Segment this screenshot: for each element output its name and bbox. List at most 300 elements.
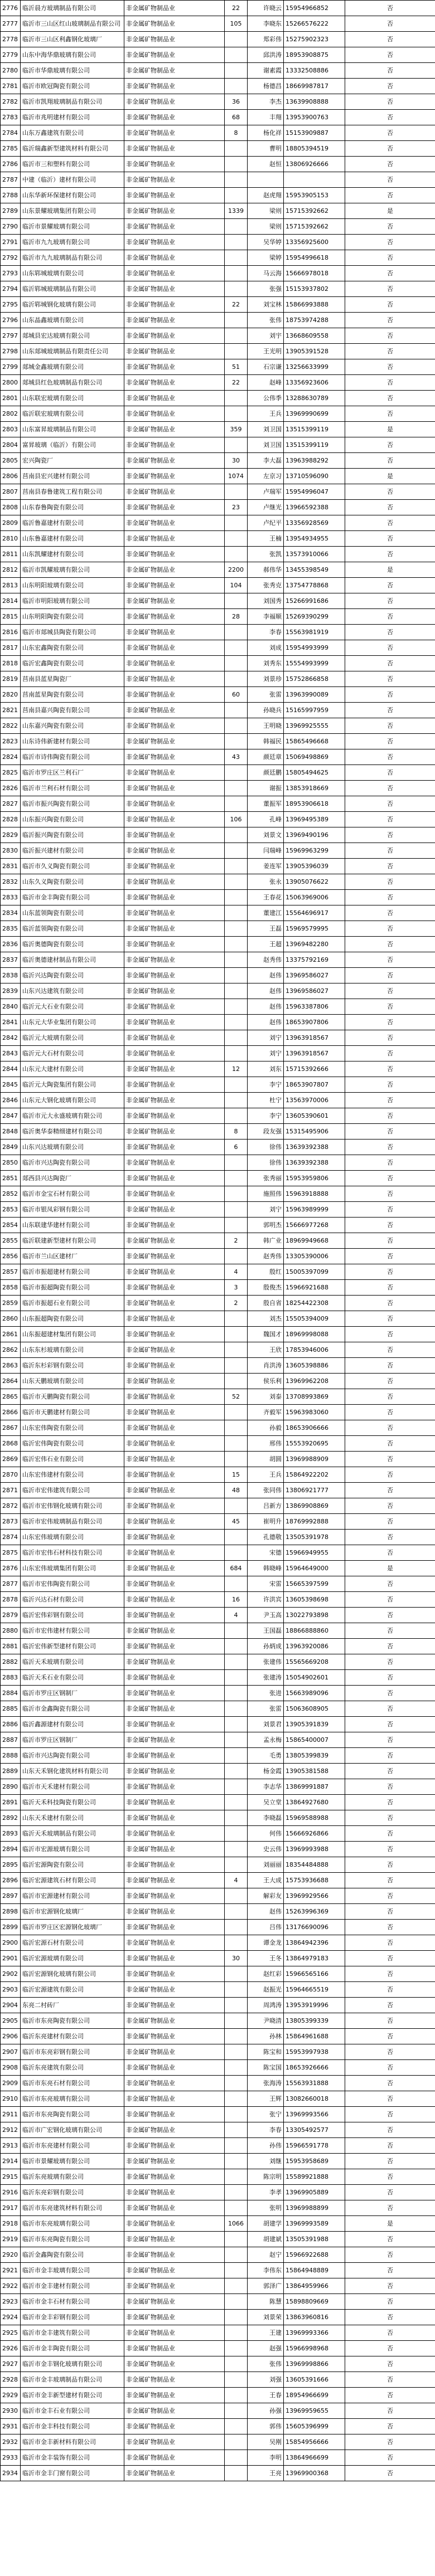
company-name: 临沂东亮彩钢有限公司 (21, 2185, 124, 2200)
contact-person: 张伟 (248, 2356, 284, 2372)
table-row (1, 391, 435, 406)
company-name: 临沂市九九玻璃制品有限公司 (21, 250, 124, 266)
contact-phone: 15854956666 (284, 2434, 345, 2450)
industry: 非金属矿物制品业 (124, 1842, 225, 1857)
table-row (1, 1670, 435, 1686)
table-row (1, 1920, 435, 1935)
company-name: 山东振兴陶瓷有限公司 (21, 812, 124, 827)
industry: 非金属矿物制品业 (124, 1545, 225, 1561)
contact-person: 马云海 (248, 266, 284, 281)
contact-phone: 13605390601 (284, 1108, 345, 1124)
table-row (1, 219, 435, 235)
row-number: 2831 (1, 859, 21, 874)
row-number: 2841 (1, 1015, 21, 1030)
row-number: 2913 (1, 2138, 21, 2154)
flag-value: 否 (345, 1951, 435, 1966)
flag-value: 否 (345, 141, 435, 157)
flag-value: 否 (345, 2278, 435, 2294)
row-number: 2844 (1, 1061, 21, 1077)
industry: 非金属矿物制品业 (124, 1140, 225, 1155)
row-number: 2846 (1, 1093, 21, 1108)
row-number: 2811 (1, 547, 21, 562)
count-value (225, 1935, 248, 1951)
table-row (1, 562, 435, 578)
table-row (1, 1, 435, 16)
industry: 非金属矿物制品业 (124, 827, 225, 843)
contact-person: 孙林 (248, 2029, 284, 2044)
flag-value: 否 (345, 1545, 435, 1561)
company-name: 临沂市宏伟建筑有限公司 (21, 1483, 124, 1498)
contact-person: 王磊 (248, 921, 284, 937)
flag-value: 否 (345, 1280, 435, 1296)
row-number: 2826 (1, 781, 21, 796)
company-name: 临沂市罗庄区宏源钢化玻璃厂 (21, 1920, 124, 1935)
flag-value: 否 (345, 2122, 435, 2138)
flag-value: 否 (345, 921, 435, 937)
flag-value: 否 (345, 32, 435, 47)
industry: 非金属矿物制品业 (124, 515, 225, 531)
industry: 非金属矿物制品业 (124, 2013, 225, 2029)
row-number: 2895 (1, 1857, 21, 1873)
industry: 非金属矿物制品业 (124, 1920, 225, 1935)
flag-value: 否 (345, 2450, 435, 2466)
company-name: 临沂市欧冠陶瓷有限公司 (21, 79, 124, 94)
industry: 非金属矿物制品业 (124, 1530, 225, 1545)
industry: 非金属矿物制品业 (124, 593, 225, 609)
contact-person: 李福顺 (248, 609, 284, 625)
count-value: 2 (225, 1296, 248, 1311)
contact-phone: 13969929566 (284, 1888, 345, 1904)
row-number: 2855 (1, 1233, 21, 1249)
industry: 非金属矿物制品业 (124, 94, 225, 110)
table-row (1, 203, 435, 219)
row-number: 2861 (1, 1327, 21, 1342)
industry: 非金属矿物制品业 (124, 406, 225, 422)
contact-person: 韩福民 (248, 734, 284, 749)
flag-value: 否 (345, 765, 435, 781)
flag-value: 否 (345, 313, 435, 328)
contact-phone: 18254422308 (284, 1296, 345, 1311)
row-number: 2856 (1, 1249, 21, 1264)
count-value (225, 1748, 248, 1764)
company-name: 临沂市银凤彩钢有限公司 (21, 1202, 124, 1218)
count-value (225, 47, 248, 63)
table-row (1, 1654, 435, 1670)
company-name: 临沂市金丰新材料有限公司 (21, 2434, 124, 2450)
table-row (1, 266, 435, 281)
industry: 非金属矿物制品业 (124, 250, 225, 266)
industry: 非金属矿物制品业 (124, 500, 225, 515)
contact-person: 石宗谦 (248, 359, 284, 375)
contact-person: 毛勇 (248, 1748, 284, 1764)
count-value (225, 188, 248, 203)
contact-phone: 18653926666 (284, 2060, 345, 2076)
count-value (225, 593, 248, 609)
industry: 非金属矿物制品业 (124, 125, 225, 141)
company-name: 山东振超建材集团有限公司 (21, 1327, 124, 1342)
row-number: 2897 (1, 1888, 21, 1904)
company-name: 山东晶鑫玻璃有限公司 (21, 313, 124, 328)
contact-person: 孟永梅 (248, 1732, 284, 1748)
industry: 非金属矿物制品业 (124, 1452, 225, 1467)
table-row (1, 1280, 435, 1296)
table-row (1, 1717, 435, 1732)
company-name: 山东兴达玻璃有限公司 (21, 1140, 124, 1155)
count-value (225, 1155, 248, 1171)
table-row (1, 905, 435, 921)
count-value (225, 1842, 248, 1857)
table-row (1, 1015, 435, 1030)
count-value (225, 671, 248, 687)
table-row (1, 515, 435, 531)
contact-person: 刘泰 (248, 1389, 284, 1405)
company-name: 莒南县蓝星陶瓷厂 (21, 671, 124, 687)
company-name: 临沂市金丰建材有限公司 (21, 2278, 124, 2294)
row-number: 2900 (1, 1935, 21, 1951)
industry: 非金属矿物制品业 (124, 656, 225, 671)
flag-value: 否 (345, 1826, 435, 1842)
contact-phone: 15069498869 (284, 749, 345, 765)
contact-person: 董振军 (248, 796, 284, 812)
table-row (1, 593, 435, 609)
industry: 非金属矿物制品业 (124, 359, 225, 375)
company-name: 临沂市华鼎玻璃有限公司 (21, 63, 124, 79)
count-value (225, 2403, 248, 2419)
row-number: 2931 (1, 2419, 21, 2434)
flag-value: 否 (345, 16, 435, 32)
table-row (1, 79, 435, 94)
contact-person: 王楠 (248, 531, 284, 547)
contact-phone: 13969586027 (284, 983, 345, 999)
flag-value: 是 (345, 422, 435, 437)
table-row (1, 1233, 435, 1249)
contact-phone: 13864959966 (284, 2278, 345, 2294)
table-row (1, 2403, 435, 2419)
count-value (225, 2185, 248, 2200)
table-row (1, 1171, 435, 1186)
flag-value: 否 (345, 2419, 435, 2434)
industry: 非金属矿物制品业 (124, 1514, 225, 1530)
contact-phone: 15805494625 (284, 765, 345, 781)
industry: 非金属矿物制品业 (124, 1280, 225, 1296)
company-name: 山东宏伟玻璃集团有限公司 (21, 1561, 124, 1576)
contact-person: 公伟季 (248, 391, 284, 406)
count-value (225, 983, 248, 999)
flag-value: 否 (345, 94, 435, 110)
count-value (225, 1701, 248, 1717)
table-row (1, 47, 435, 63)
flag-value: 否 (345, 63, 435, 79)
flag-value: 否 (345, 625, 435, 640)
contact-person: 李晓东 (248, 16, 284, 32)
flag-value: 否 (345, 1998, 435, 2013)
company-name: 山东元大钢化玻璃有限公司 (21, 1093, 124, 1108)
contact-person: 刘杰 (248, 1311, 284, 1327)
industry: 非金属矿物制品业 (124, 2388, 225, 2403)
contact-person: 梁则 (248, 203, 284, 219)
count-value (225, 1108, 248, 1124)
industry: 非金属矿物制品业 (124, 1093, 225, 1108)
count-value (225, 999, 248, 1015)
flag-value: 否 (345, 1888, 435, 1904)
table-row (1, 1296, 435, 1311)
flag-value: 否 (345, 827, 435, 843)
company-name: 临沂宏源陶瓷有限公司 (21, 1857, 124, 1873)
count-value (225, 2294, 248, 2310)
flag-value: 否 (345, 937, 435, 952)
contact-person: 段友强 (248, 1124, 284, 1140)
company-name: 临沂市金丰新型建材有限公司 (21, 2388, 124, 2403)
row-number: 2810 (1, 531, 21, 547)
flag-value: 否 (345, 1108, 435, 1124)
contact-person: 赵峰 (248, 375, 284, 391)
contact-phone: 13969495389 (284, 812, 345, 827)
contact-person: 李宁 (248, 1077, 284, 1093)
industry: 非金属矿物制品业 (124, 1374, 225, 1389)
flag-value: 否 (345, 1810, 435, 1826)
industry: 非金属矿物制品业 (124, 1795, 225, 1810)
contact-person: 刘宇 (248, 328, 284, 344)
contact-phone: 15964665519 (284, 1982, 345, 1998)
contact-person: 史云伟 (248, 1842, 284, 1857)
row-number: 2867 (1, 1420, 21, 1436)
contact-person: 赵宁 (248, 2247, 284, 2263)
industry: 非金属矿物制品业 (124, 1296, 225, 1311)
company-name: 临沂市罗庄区兰利石厂 (21, 765, 124, 781)
contact-phone: 13605391666 (284, 2372, 345, 2388)
count-value (225, 2013, 248, 2029)
table-row (1, 110, 435, 125)
flag-value: 是 (345, 562, 435, 578)
industry: 非金属矿物制品业 (124, 1717, 225, 1732)
flag-value: 否 (345, 1530, 435, 1545)
row-number: 2843 (1, 1046, 21, 1061)
table-row (1, 1764, 435, 1779)
row-number: 2789 (1, 203, 21, 219)
table-row (1, 1857, 435, 1873)
flag-value: 否 (345, 531, 435, 547)
row-number: 2808 (1, 500, 21, 515)
contact-phone: 13639908888 (284, 94, 345, 110)
flag-value: 否 (345, 1966, 435, 1982)
count-value: 106 (225, 812, 248, 827)
row-number: 2863 (1, 1358, 21, 1374)
row-number: 2820 (1, 687, 21, 703)
contact-phone: 15266991686 (284, 593, 345, 609)
industry: 非金属矿物制品业 (124, 1810, 225, 1826)
company-name: 临沂市郯城县陶瓷有限公司 (21, 625, 124, 640)
count-value (225, 484, 248, 500)
count-value (225, 1327, 248, 1342)
table-row (1, 328, 435, 344)
count-value (225, 1732, 248, 1748)
contact-phone: 18769992888 (284, 1514, 345, 1530)
contact-person: 梁婷 (248, 250, 284, 266)
contact-person: 赵伟 (248, 1904, 284, 1920)
company-name: 临沂郓城玻璃制品有限公司 (21, 281, 124, 297)
flag-value: 否 (345, 172, 435, 188)
industry: 非金属矿物制品业 (124, 718, 225, 734)
count-value: 4 (225, 1608, 248, 1623)
contact-person: 刘成 (248, 640, 284, 656)
count-value (225, 734, 248, 749)
count-value (225, 2200, 248, 2216)
contact-phone: 15954996047 (284, 484, 345, 500)
table-row (1, 1311, 435, 1327)
count-value (225, 32, 248, 47)
count-value: 6 (225, 1140, 248, 1155)
contact-phone: 18954966699 (284, 2388, 345, 2403)
row-number: 2780 (1, 63, 21, 79)
contact-phone: 13905076622 (284, 874, 345, 890)
flag-value: 否 (345, 2388, 435, 2403)
count-value (225, 141, 248, 157)
table-row (1, 141, 435, 157)
row-number: 2786 (1, 157, 21, 172)
industry: 非金属矿物制品业 (124, 1327, 225, 1342)
row-number: 2859 (1, 1296, 21, 1311)
contact-person: 王兵 (248, 1467, 284, 1483)
industry: 非金属矿物制品业 (124, 375, 225, 391)
industry: 非金属矿物制品业 (124, 968, 225, 983)
industry: 非金属矿物制品业 (124, 937, 225, 952)
industry: 非金属矿物制品业 (124, 1732, 225, 1748)
company-name: 临沂兴达陶瓷有限公司 (21, 968, 124, 983)
row-number: 2802 (1, 406, 21, 422)
table-row (1, 1186, 435, 1202)
count-value (225, 968, 248, 983)
contact-phone: 13515399119 (284, 422, 345, 437)
contact-person: 李晓磊 (248, 1810, 284, 1826)
contact-person: 邢伟 (248, 1436, 284, 1452)
industry: 非金属矿物制品业 (124, 1108, 225, 1124)
contact-phone: 13969993566 (284, 2107, 345, 2122)
table-row (1, 937, 435, 952)
contact-person: 张雷 (248, 1701, 284, 1717)
flag-value: 否 (345, 188, 435, 203)
count-value (225, 157, 248, 172)
table-row (1, 406, 435, 422)
contact-person: 刘景文 (248, 827, 284, 843)
flag-value: 否 (345, 578, 435, 593)
count-value: 2200 (225, 562, 248, 578)
contact-phone: 13969490196 (284, 827, 345, 843)
flag-value: 否 (345, 593, 435, 609)
industry: 非金属矿物制品业 (124, 749, 225, 765)
contact-phone: 13605398698 (284, 1592, 345, 1608)
contact-phone: 13082660018 (284, 2091, 345, 2107)
company-name: 山东中海华鼎玻璃有限公司 (21, 47, 124, 63)
contact-phone: 15063969006 (284, 890, 345, 905)
industry: 非金属矿物制品业 (124, 1030, 225, 1046)
row-number: 2858 (1, 1280, 21, 1296)
count-value: 2 (225, 1233, 248, 1249)
contact-phone: 15665397599 (284, 1576, 345, 1592)
row-number: 2930 (1, 2403, 21, 2419)
count-value (225, 2247, 248, 2263)
contact-person: 李春 (248, 2122, 284, 2138)
count-value (225, 2372, 248, 2388)
contact-phone: 13963918567 (284, 1046, 345, 1061)
flag-value: 否 (345, 687, 435, 703)
flag-value: 否 (345, 1748, 435, 1764)
count-value (225, 1966, 248, 1982)
row-number: 2824 (1, 749, 21, 765)
contact-phone: 15963387806 (284, 999, 345, 1015)
contact-phone: 15953959806 (284, 1171, 345, 1186)
industry: 非金属矿物制品业 (124, 1218, 225, 1233)
company-name: 临沂市金丰石材有限公司 (21, 2294, 124, 2310)
table-row (1, 1639, 435, 1654)
industry: 非金属矿物制品业 (124, 547, 225, 562)
flag-value: 否 (345, 749, 435, 765)
row-number: 2823 (1, 734, 21, 749)
count-value (225, 1093, 248, 1108)
industry: 非金属矿物制品业 (124, 1982, 225, 1998)
flag-value: 否 (345, 2232, 435, 2247)
industry: 非金属矿物制品业 (124, 1764, 225, 1779)
contact-person: 孙强 (248, 2403, 284, 2419)
table-row (1, 1374, 435, 1389)
flag-value: 否 (345, 2013, 435, 2029)
industry: 非金属矿物制品业 (124, 1608, 225, 1623)
flag-value: 否 (345, 1732, 435, 1748)
contact-phone: 15969579995 (284, 921, 345, 937)
count-value (225, 1686, 248, 1701)
count-value (225, 859, 248, 874)
contact-phone: 15954966852 (284, 1, 345, 16)
flag-value: 否 (345, 2169, 435, 2185)
flag-value: 否 (345, 1171, 435, 1186)
count-value (225, 921, 248, 937)
contact-phone: 15715392662 (284, 203, 345, 219)
company-name: 临沂联宏玻璃有限公司 (21, 406, 124, 422)
flag-value: 否 (345, 1982, 435, 1998)
flag-value: 否 (345, 453, 435, 469)
industry: 非金属矿物制品业 (124, 1966, 225, 1982)
contact-person: 谭金龙 (248, 1935, 284, 1951)
table-row (1, 2450, 435, 2466)
industry: 非金属矿物制品业 (124, 1436, 225, 1452)
industry: 非金属矿物制品业 (124, 469, 225, 484)
count-value: 4 (225, 1264, 248, 1280)
industry: 非金属矿物制品业 (124, 781, 225, 796)
flag-value: 否 (345, 890, 435, 905)
company-name: 临沂市凯翔玻璃制品有限公司 (21, 94, 124, 110)
company-name: 山东东杉玻璃有限公司 (21, 1342, 124, 1358)
contact-phone: 13605398886 (284, 1358, 345, 1374)
count-value (225, 1420, 248, 1436)
count-value (225, 2044, 248, 2060)
contact-phone: 13963918567 (284, 1030, 345, 1046)
contact-person: 刘宝林 (248, 297, 284, 313)
contact-phone: 15969588988 (284, 1810, 345, 1826)
contact-phone: 18653907807 (284, 1077, 345, 1093)
industry: 非金属矿物制品业 (124, 1046, 225, 1061)
table-row (1, 1545, 435, 1561)
industry: 非金属矿物制品业 (124, 2169, 225, 2185)
contact-phone: 15753936688 (284, 1873, 345, 1888)
contact-phone: 15263996369 (284, 1904, 345, 1920)
row-number: 2818 (1, 656, 21, 671)
contact-phone: 13953900763 (284, 110, 345, 125)
company-name: 莒南县春鲁建筑工程有限公司 (21, 484, 124, 500)
table-row (1, 1405, 435, 1420)
row-number: 2787 (1, 172, 21, 188)
contact-phone (284, 172, 345, 188)
row-number: 2776 (1, 1, 21, 16)
table-row (1, 2060, 435, 2076)
